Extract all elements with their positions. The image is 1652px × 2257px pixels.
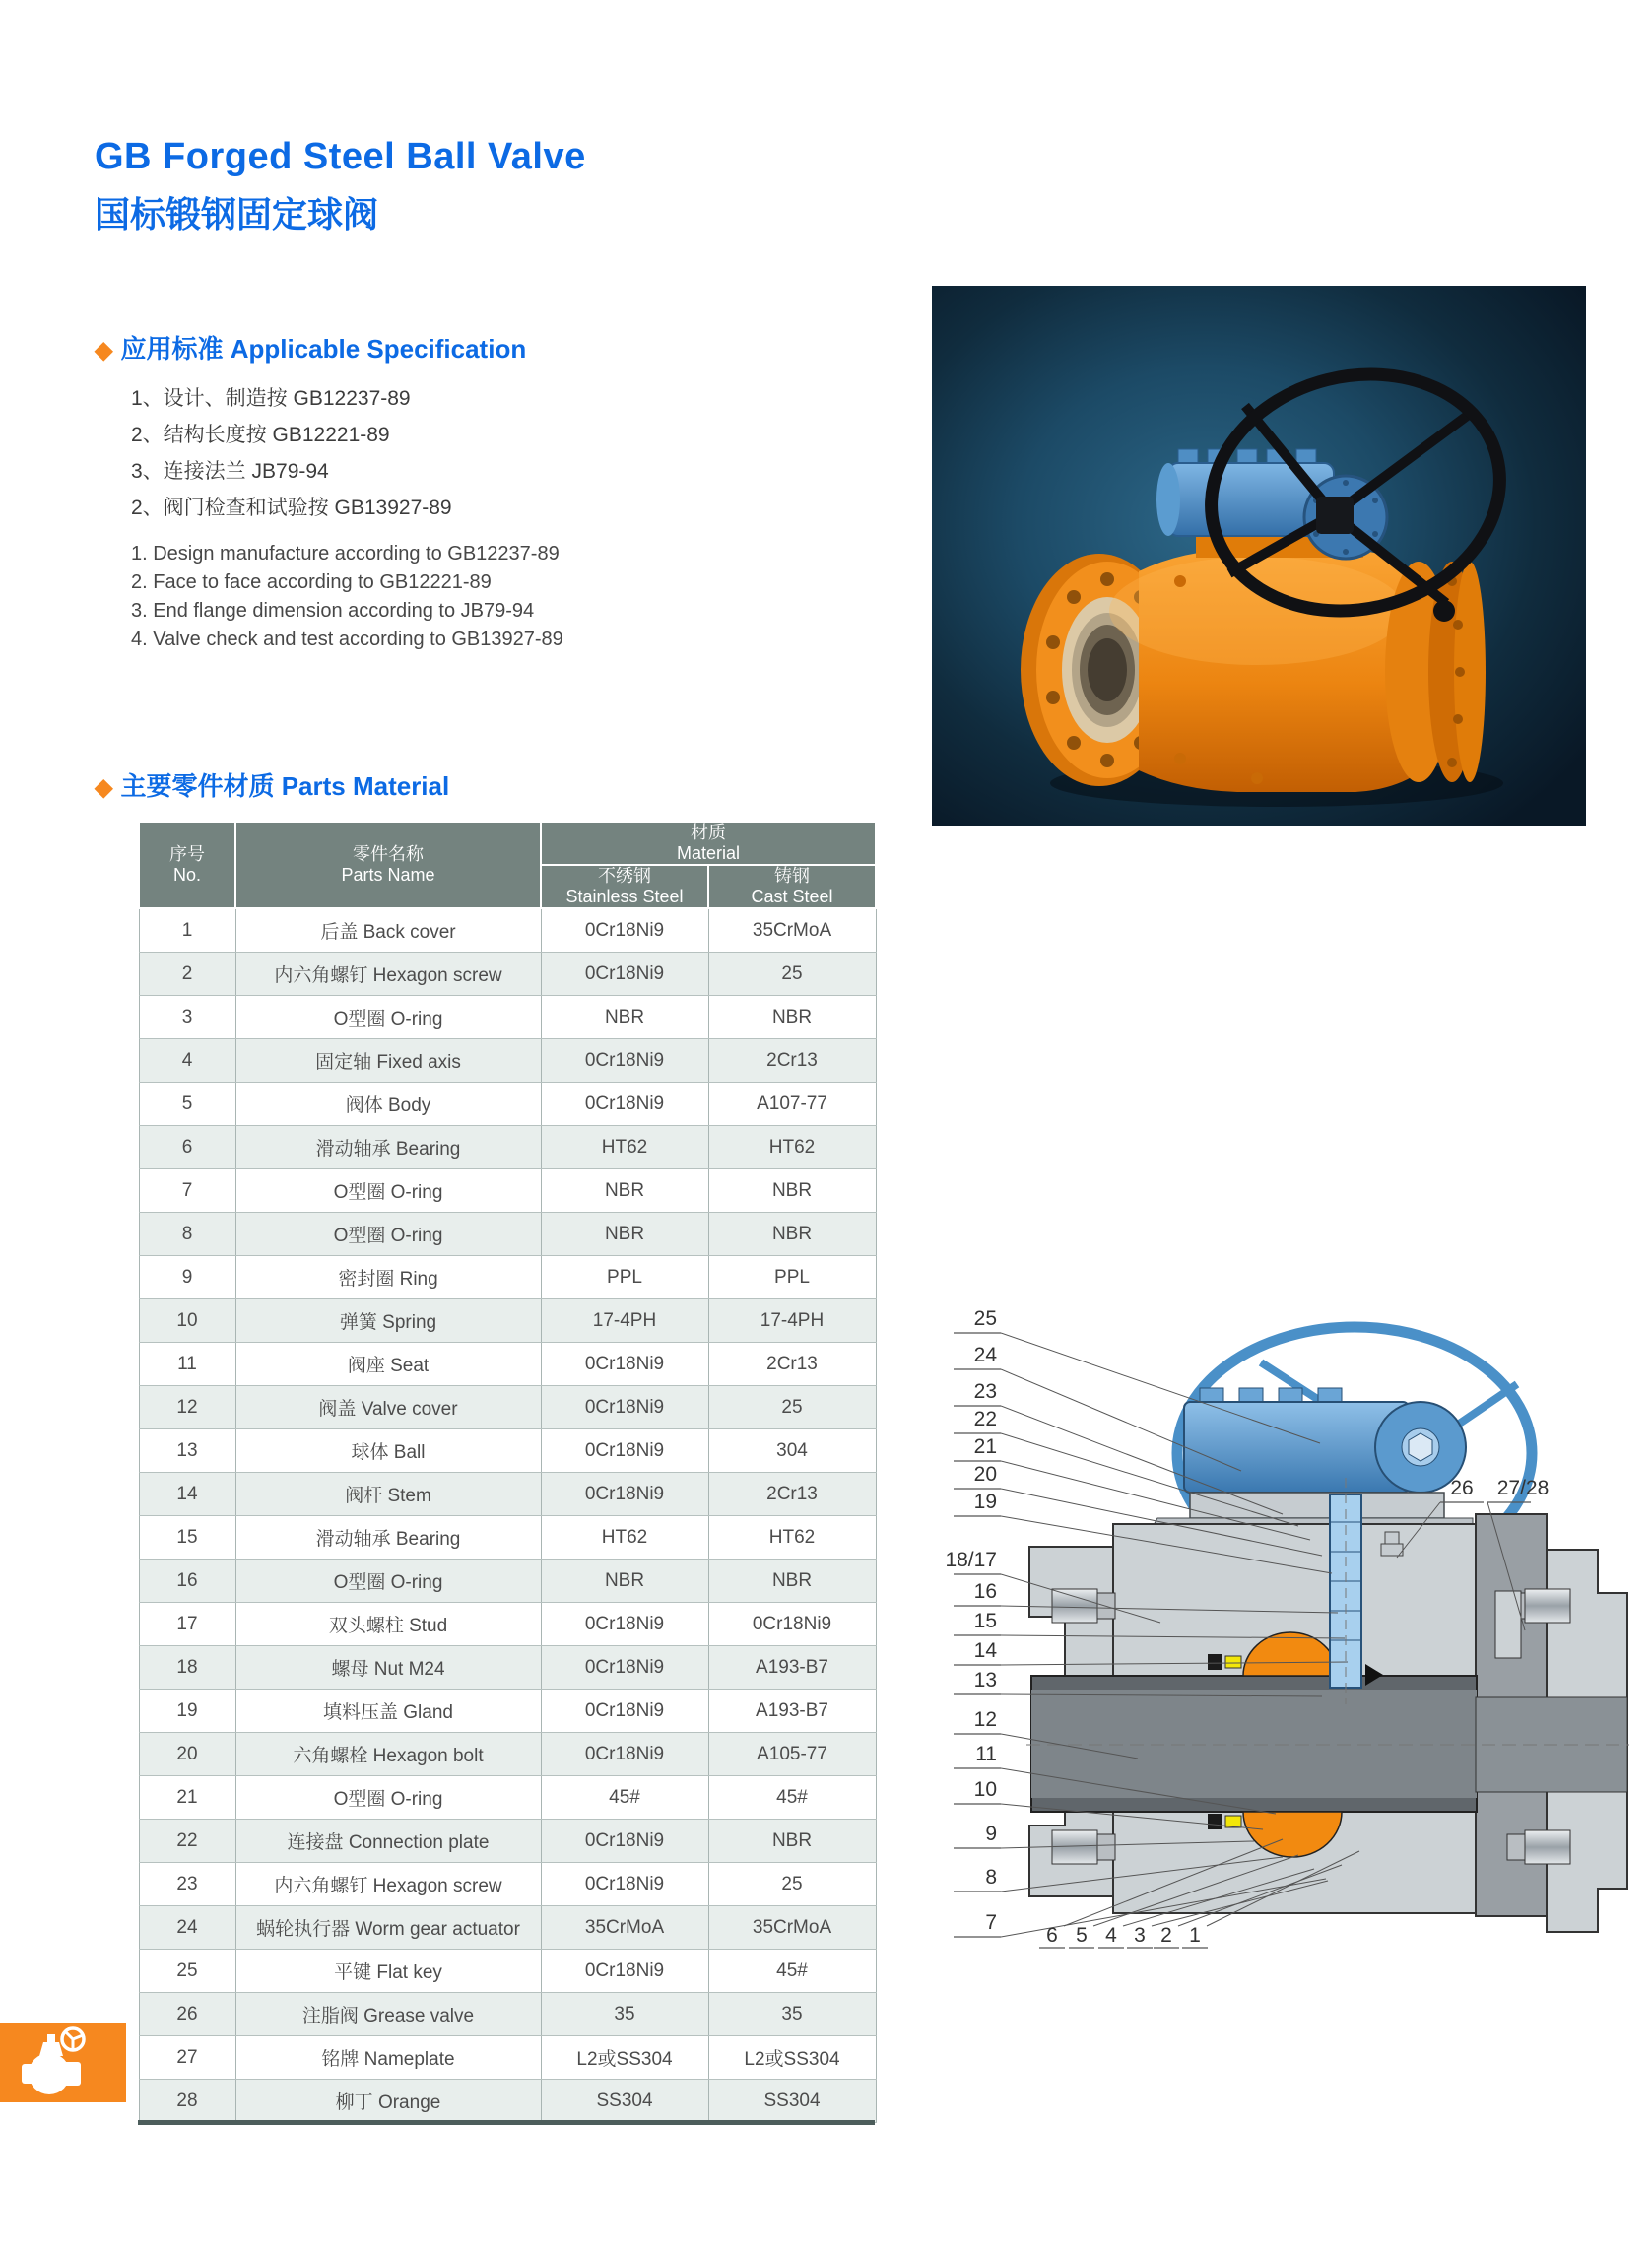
- diagram-callout-label: 9: [985, 1823, 997, 1845]
- cell-cs: 45#: [708, 1776, 876, 1820]
- cell-cs: A193-B7: [708, 1646, 876, 1690]
- table-row: [139, 1776, 876, 1820]
- cell-ss: 0Cr18Ni9: [541, 1820, 708, 1863]
- cell-cs: A107-77: [708, 1083, 876, 1126]
- table-body: [139, 908, 876, 2123]
- cell-name: 弹簧 Spring: [235, 1299, 541, 1343]
- table-row: [139, 1993, 876, 2036]
- cell-name: 阀杆 Stem: [235, 1473, 541, 1516]
- valve-photo: [932, 286, 1586, 826]
- diagram-callout-label: 12: [973, 1708, 997, 1731]
- spec-item-en: 1. Design manufacture according to GB12237-89: [131, 543, 560, 564]
- table-row: [139, 1299, 876, 1343]
- diagram-callout-label: 24: [973, 1344, 997, 1366]
- diagram-svg: [936, 1266, 1635, 1965]
- cell-ss: 17-4PH: [541, 1299, 708, 1343]
- spec-list-cn: [131, 380, 452, 526]
- spec-item-en: 4. Valve check and test according to GB13927-89: [131, 629, 563, 650]
- diagram-drawing: [1026, 1327, 1629, 1932]
- table-row: [139, 1560, 876, 1603]
- cell-ss: 35CrMoA: [541, 1906, 708, 1950]
- table-row: [139, 1646, 876, 1690]
- cell-name: 内六角螺钉 Hexagon screw: [235, 953, 541, 996]
- header-cast-steel: [708, 865, 876, 908]
- cell-no: 17: [139, 1603, 235, 1646]
- cell-name: 内六角螺钉 Hexagon screw: [235, 1863, 541, 1906]
- cell-name: 平键 Flat key: [235, 1950, 541, 1993]
- table-row: [139, 2036, 876, 2080]
- diagram-callout-label: 25: [973, 1307, 997, 1330]
- table-row: [139, 1690, 876, 1733]
- diagram-callout-label: 3: [1134, 1924, 1146, 1947]
- header-material-en: Material: [676, 843, 741, 863]
- cell-no: 21: [139, 1776, 235, 1820]
- cell-ss: 0Cr18Ni9: [541, 1646, 708, 1690]
- cell-no: 27: [139, 2036, 235, 2080]
- parts-heading-text: 主要零件材质 Parts Material: [120, 771, 450, 801]
- cell-cs: 2Cr13: [708, 1343, 876, 1386]
- cell-cs: NBR: [708, 1820, 876, 1863]
- diagram-callout-label: 19: [973, 1491, 997, 1513]
- cell-no: 19: [139, 1690, 235, 1733]
- table-row: [139, 2080, 876, 2123]
- cell-cs: 25: [708, 1863, 876, 1906]
- table-row: [139, 1169, 876, 1213]
- diagram-callout-label: 16: [973, 1580, 997, 1603]
- table-row: [139, 1733, 876, 1776]
- cell-no: 6: [139, 1126, 235, 1169]
- diagram-callout-label: 27/28: [1496, 1477, 1550, 1499]
- diagram-callout-label: 22: [973, 1408, 997, 1430]
- parts-section-heading: [95, 766, 449, 803]
- diagram-callout-label: 21: [973, 1435, 997, 1458]
- cell-name: 阀体 Body: [235, 1083, 541, 1126]
- cell-cs: NBR: [708, 996, 876, 1039]
- cell-ss: PPL: [541, 1256, 708, 1299]
- header-name-en: Parts Name: [341, 865, 435, 885]
- header-no: [139, 822, 235, 908]
- diagram-callout-label: 13: [973, 1669, 997, 1692]
- cell-name: 柳丁 Orange: [235, 2080, 541, 2123]
- diagram-callout-label: 23: [973, 1380, 997, 1403]
- header-ss-en: Stainless Steel: [565, 887, 684, 906]
- spec-item-en: 2. Face to face according to GB12221-89: [131, 571, 492, 593]
- cell-ss: 0Cr18Ni9: [541, 1083, 708, 1126]
- cell-cs: A105-77: [708, 1733, 876, 1776]
- header-parts-name: [235, 822, 541, 908]
- cell-name: O型圈 O-ring: [235, 1213, 541, 1256]
- header-stainless-steel: [541, 865, 708, 908]
- cell-no: 1: [139, 908, 235, 953]
- cell-ss: 0Cr18Ni9: [541, 1386, 708, 1429]
- diagram-callout-label: 10: [973, 1778, 997, 1801]
- table-row: [139, 1039, 876, 1083]
- diagram-callout-label: 6: [1046, 1924, 1058, 1947]
- cell-no: 12: [139, 1386, 235, 1429]
- cell-name: 连接盘 Connection plate: [235, 1820, 541, 1863]
- table-row: [139, 1516, 876, 1560]
- cell-cs: 25: [708, 953, 876, 996]
- diagram-callout-label: 11: [975, 1743, 997, 1765]
- header-ss-cn: 不绣钢: [598, 866, 651, 886]
- table-row: [139, 908, 876, 953]
- diagram-callout-label: 26: [1450, 1477, 1474, 1499]
- cell-name: O型圈 O-ring: [235, 1169, 541, 1213]
- spec-item-cn: 3、连接法兰 JB79-94: [131, 460, 329, 483]
- cell-ss: NBR: [541, 1169, 708, 1213]
- table-row: [139, 1126, 876, 1169]
- cell-cs: 304: [708, 1429, 876, 1473]
- cell-ss: 0Cr18Ni9: [541, 1863, 708, 1906]
- table-row: [139, 1429, 876, 1473]
- cell-cs: 17-4PH: [708, 1299, 876, 1343]
- cell-name: O型圈 O-ring: [235, 996, 541, 1039]
- table-header: [139, 822, 876, 908]
- parts-material-table: [138, 821, 877, 2123]
- cell-ss: 0Cr18Ni9: [541, 1039, 708, 1083]
- cell-no: 18: [139, 1646, 235, 1690]
- cell-no: 16: [139, 1560, 235, 1603]
- diamond-bullet-icon: ◆: [95, 774, 113, 801]
- cell-name: O型圈 O-ring: [235, 1560, 541, 1603]
- cell-ss: 45#: [541, 1776, 708, 1820]
- spec-item-cn: 2、结构长度按 GB12221-89: [131, 424, 390, 446]
- cell-cs: HT62: [708, 1126, 876, 1169]
- header-no-cn: 序号: [169, 844, 205, 864]
- diagram-callout-label: 1: [1189, 1924, 1201, 1947]
- cell-cs: 2Cr13: [708, 1473, 876, 1516]
- cell-cs: HT62: [708, 1516, 876, 1560]
- cell-ss: NBR: [541, 996, 708, 1039]
- cell-no: 10: [139, 1299, 235, 1343]
- cell-no: 8: [139, 1213, 235, 1256]
- table-row: [139, 1863, 876, 1906]
- diamond-bullet-icon: ◆: [95, 337, 113, 364]
- cell-ss: 0Cr18Ni9: [541, 1473, 708, 1516]
- cell-ss: 0Cr18Ni9: [541, 953, 708, 996]
- spec-item-en: 3. End flange dimension according to JB79-94: [131, 600, 535, 622]
- table-row: [139, 1083, 876, 1126]
- cell-name: 阀盖 Valve cover: [235, 1386, 541, 1429]
- cell-ss: 0Cr18Ni9: [541, 1603, 708, 1646]
- table-row: [139, 1343, 876, 1386]
- cell-no: 7: [139, 1169, 235, 1213]
- spec-list-en: [131, 540, 563, 654]
- cell-name: 螺母 Nut M24: [235, 1646, 541, 1690]
- cell-name: 双头螺柱 Stud: [235, 1603, 541, 1646]
- diagram-callout-label: 20: [973, 1463, 997, 1486]
- header-no-en: No.: [172, 865, 201, 885]
- cell-no: 24: [139, 1906, 235, 1950]
- page-title-en: GB Forged Steel Ball Valve: [95, 136, 586, 177]
- cell-name: 后盖 Back cover: [235, 908, 541, 953]
- cell-ss: 0Cr18Ni9: [541, 1733, 708, 1776]
- cell-ss: 0Cr18Ni9: [541, 1950, 708, 1993]
- cell-name: 六角螺栓 Hexagon bolt: [235, 1733, 541, 1776]
- header-cs-en: Cast Steel: [751, 887, 833, 906]
- diagram-callout-label: 5: [1076, 1924, 1088, 1947]
- cell-cs: 45#: [708, 1950, 876, 1993]
- table-row: [139, 996, 876, 1039]
- cell-no: 2: [139, 953, 235, 996]
- cell-ss: HT62: [541, 1126, 708, 1169]
- cell-cs: 35CrMoA: [708, 908, 876, 953]
- cell-no: 25: [139, 1950, 235, 1993]
- table-row: [139, 1820, 876, 1863]
- cell-ss: SS304: [541, 2080, 708, 2123]
- cell-name: 滑动轴承 Bearing: [235, 1126, 541, 1169]
- spec-item-cn: 2、阀门检查和试验按 GB13927-89: [131, 497, 452, 519]
- cell-ss: 35: [541, 1993, 708, 2036]
- cell-name: 球体 Ball: [235, 1429, 541, 1473]
- table-row: [139, 1950, 876, 1993]
- cell-no: 23: [139, 1863, 235, 1906]
- cell-no: 14: [139, 1473, 235, 1516]
- cell-ss: 0Cr18Ni9: [541, 1429, 708, 1473]
- cell-name: 密封圈 Ring: [235, 1256, 541, 1299]
- table-row: [139, 953, 876, 996]
- cell-name: 蜗轮执行器 Worm gear actuator: [235, 1906, 541, 1950]
- cell-name: 铭牌 Nameplate: [235, 2036, 541, 2080]
- cell-no: 9: [139, 1256, 235, 1299]
- cell-ss: NBR: [541, 1213, 708, 1256]
- header-cs-cn: 铸钢: [774, 866, 810, 886]
- valve-photo-svg: [932, 286, 1586, 826]
- spec-item-cn: 1、设计、制造按 GB12237-89: [131, 387, 411, 410]
- diagram-callout-label: 2: [1160, 1924, 1172, 1947]
- cell-no: 5: [139, 1083, 235, 1126]
- cell-cs: NBR: [708, 1560, 876, 1603]
- cell-ss: HT62: [541, 1516, 708, 1560]
- cell-name: O型圈 O-ring: [235, 1776, 541, 1820]
- cell-no: 4: [139, 1039, 235, 1083]
- table-row: [139, 1906, 876, 1950]
- cell-no: 20: [139, 1733, 235, 1776]
- ball-valve-logo-icon: [0, 2023, 126, 2102]
- cell-cs: 35CrMoA: [708, 1906, 876, 1950]
- cell-cs: 25: [708, 1386, 876, 1429]
- table-row: [139, 1603, 876, 1646]
- cell-ss: 0Cr18Ni9: [541, 908, 708, 953]
- cell-ss: NBR: [541, 1560, 708, 1603]
- diagram-callout-label: 4: [1105, 1924, 1117, 1947]
- cell-name: 填料压盖 Gland: [235, 1690, 541, 1733]
- page-title-cn: 国标锻钢固定球阀: [95, 194, 379, 234]
- cell-cs: PPL: [708, 1256, 876, 1299]
- spec-heading-text: 应用标准 Applicable Specification: [120, 334, 527, 364]
- table-bottom-border: [138, 2120, 875, 2125]
- header-name-cn: 零件名称: [353, 844, 424, 864]
- cell-no: 26: [139, 1993, 235, 2036]
- cell-cs: L2或SS304: [708, 2036, 876, 2080]
- cell-cs: A193-B7: [708, 1690, 876, 1733]
- cell-no: 22: [139, 1820, 235, 1863]
- cell-name: 注脂阀 Grease valve: [235, 1993, 541, 2036]
- cell-ss: 0Cr18Ni9: [541, 1343, 708, 1386]
- cell-cs: NBR: [708, 1169, 876, 1213]
- cell-no: 11: [139, 1343, 235, 1386]
- brand-logo: [0, 2023, 126, 2102]
- valve-cross-section-diagram: [936, 1266, 1635, 1965]
- table-row: [139, 1386, 876, 1429]
- cell-no: 3: [139, 996, 235, 1039]
- diagram-callout-label: 8: [985, 1866, 997, 1889]
- diagram-callout-label: 14: [973, 1639, 997, 1662]
- cell-no: 28: [139, 2080, 235, 2123]
- cell-name: 固定轴 Fixed axis: [235, 1039, 541, 1083]
- cell-cs: 35: [708, 1993, 876, 2036]
- cell-name: 阀座 Seat: [235, 1343, 541, 1386]
- cell-cs: 2Cr13: [708, 1039, 876, 1083]
- cell-ss: L2或SS304: [541, 2036, 708, 2080]
- cell-no: 13: [139, 1429, 235, 1473]
- table-row: [139, 1256, 876, 1299]
- table-row: [139, 1213, 876, 1256]
- cell-no: 15: [139, 1516, 235, 1560]
- diagram-callout-label: 7: [985, 1911, 997, 1934]
- cell-name: 滑动轴承 Bearing: [235, 1516, 541, 1560]
- header-material: [541, 822, 876, 865]
- cell-cs: SS304: [708, 2080, 876, 2123]
- cell-cs: NBR: [708, 1213, 876, 1256]
- cell-cs: 0Cr18Ni9: [708, 1603, 876, 1646]
- table-row: [139, 1473, 876, 1516]
- spec-section-heading: [95, 329, 526, 365]
- diagram-callout-label: 15: [973, 1610, 997, 1632]
- cell-ss: 0Cr18Ni9: [541, 1690, 708, 1733]
- diagram-callout-label: 18/17: [945, 1549, 997, 1571]
- header-material-cn: 材质: [691, 823, 726, 842]
